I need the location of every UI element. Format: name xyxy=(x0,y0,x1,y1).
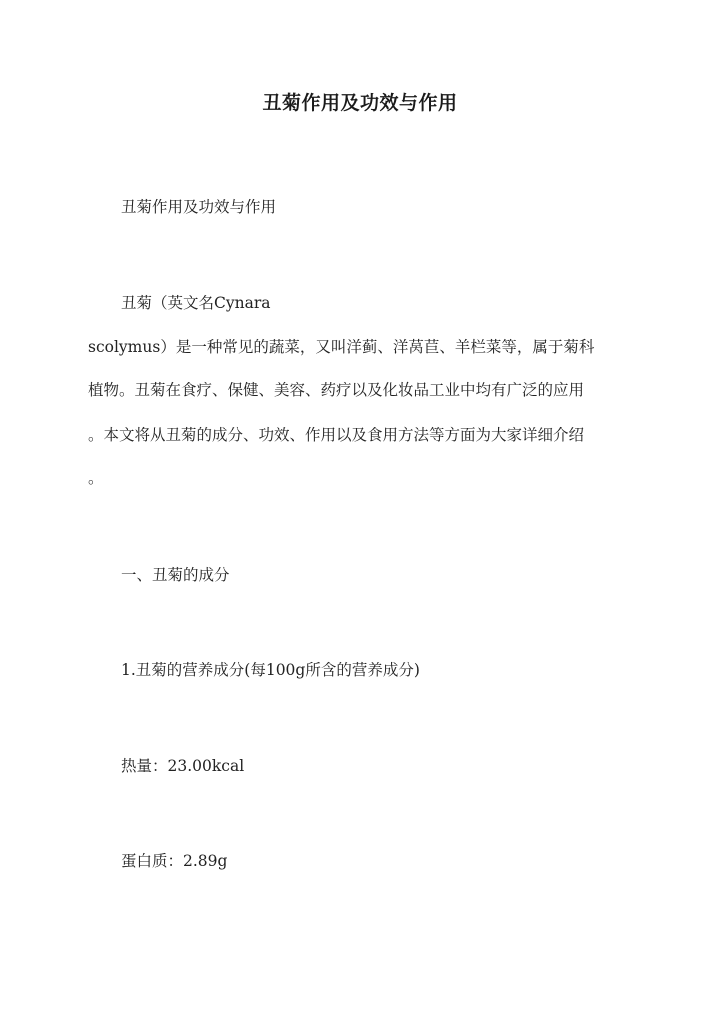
intro-line-1: 丑菊（英文名Cynara xyxy=(121,294,271,312)
nutrient-calories: 热量：23.00kcal xyxy=(121,757,245,775)
intro-line-4: 。本文将从丑菊的成分、功效、作用以及食用方法等方面为大家详细介绍 xyxy=(88,426,585,444)
subsection-heading: 1.丑菊的营养成分(每100g所含的营养成分) xyxy=(121,661,420,679)
intro-line-5: 。 xyxy=(88,469,104,487)
intro-line-3: 植物。丑菊在食疗、保健、美容、药疗以及化妆品工业中均有广泛的应用 xyxy=(88,381,585,399)
document-title: 丑菊作用及功效与作用 xyxy=(262,92,458,114)
intro-line-2: scolymus）是一种常见的蔬菜，又叫洋蓟、洋莴苣、羊栏菜等，属于菊科 xyxy=(88,338,595,356)
section-heading: 一、丑菊的成分 xyxy=(121,566,230,584)
nutrient-protein: 蛋白质：2.89g xyxy=(121,852,228,870)
subtitle-paragraph: 丑菊作用及功效与作用 xyxy=(121,198,277,216)
